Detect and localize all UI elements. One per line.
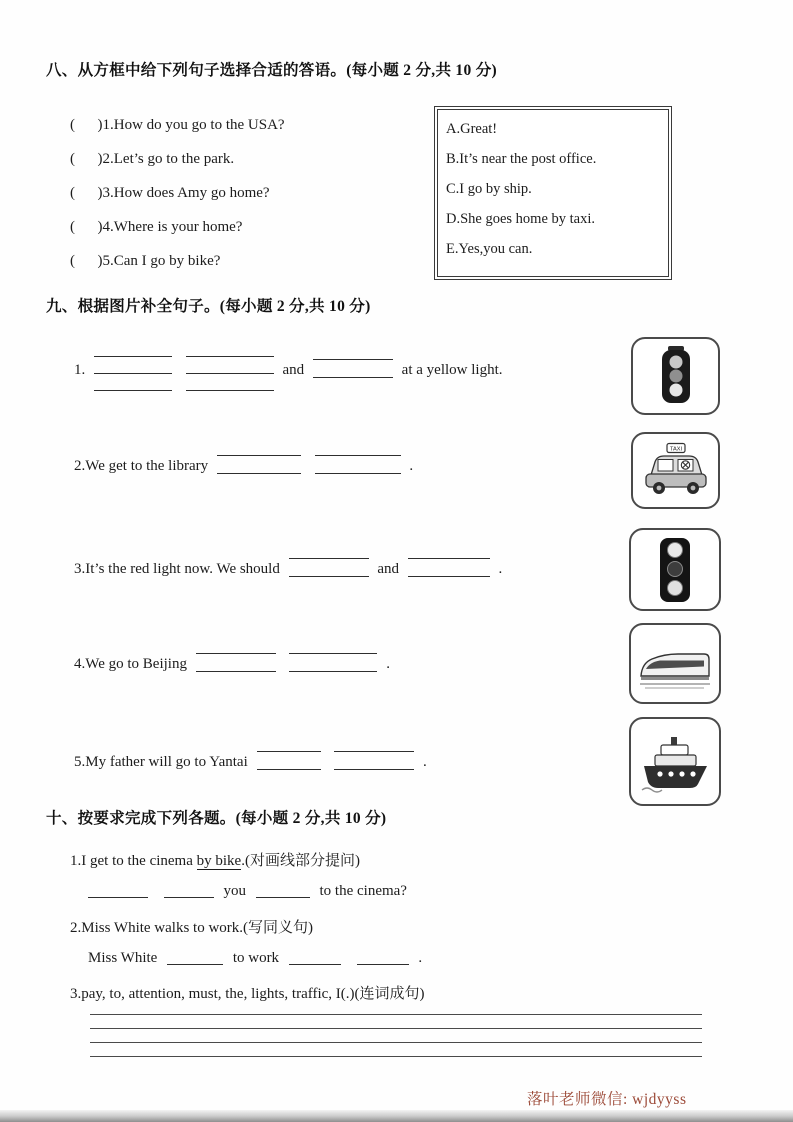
taxi-icon (641, 442, 711, 500)
writing-blank[interactable] (408, 558, 490, 577)
section-8-title: 八、从方框中给下列句子选择合适的答语。(每小题 2 分,共 10 分) (46, 62, 497, 79)
writing-blank[interactable] (186, 356, 274, 391)
q1-ans-word: you (223, 883, 246, 899)
red-light-icon (647, 536, 703, 604)
question-text: 5.Can I go by bike? (102, 252, 221, 269)
question-text: 4.Where is your home? (102, 218, 243, 235)
section-8-questions (70, 108, 285, 278)
item-post-text: . (498, 561, 503, 577)
answer-blank[interactable] (164, 882, 214, 898)
question-row (70, 142, 285, 176)
train-image (629, 623, 721, 704)
sentence-item-2 (74, 455, 413, 475)
writing-blank[interactable] (313, 359, 393, 378)
item-pre-text: 5.My father will go to Yantai (74, 754, 248, 770)
scan-edge-shadow (0, 1110, 793, 1122)
question-text: 2.Let’s go to the park. (102, 150, 235, 167)
answer-blank[interactable] (357, 949, 409, 965)
question-row (70, 244, 285, 278)
q3-answer-lines (90, 1001, 702, 1057)
question-text: 1.How do you go to the USA? (102, 116, 285, 133)
q2-ans-mid: to work (232, 950, 280, 966)
answer-bracket[interactable]: ( ) (70, 150, 103, 167)
answer-blank[interactable] (289, 949, 341, 965)
writing-blank[interactable] (289, 558, 369, 577)
writing-blank[interactable] (315, 455, 401, 474)
underlined-phrase: by bike (196, 853, 242, 869)
writing-blank[interactable] (334, 751, 414, 770)
sentence-item-4 (74, 653, 390, 673)
item-pre-text: 3.It’s the red light now. We should (74, 561, 280, 577)
item-pre-text: 1. (74, 362, 86, 378)
q3-text: 3.pay, to, attention, must, the, lights, traffic, I(.)(连词成句) (70, 986, 425, 1002)
item-mid-text: and (282, 362, 305, 378)
writing-blank[interactable] (257, 751, 321, 770)
train-icon (638, 638, 712, 690)
answer-option: C.I go by ship. (446, 181, 532, 197)
ship-icon (638, 731, 712, 793)
section-10-title: 十、按要求完成下列各题。(每小题 2 分,共 10 分) (46, 810, 387, 827)
taxi-image (631, 432, 720, 509)
q1-text (70, 849, 360, 870)
answer-line[interactable] (90, 1043, 702, 1057)
taxi-sign-text: TAXI (669, 446, 682, 453)
answer-line[interactable] (90, 1029, 702, 1043)
q1-answer-row (88, 882, 407, 900)
answer-bracket[interactable]: ( ) (70, 116, 103, 133)
q1-ans-tail: to the cinema? (319, 883, 407, 899)
writing-blank[interactable] (196, 653, 276, 672)
answer-option: E.Yes,you can. (446, 241, 533, 257)
sentence-item-1 (74, 356, 502, 391)
traffic-light-yellow-image (631, 337, 720, 415)
footer-watermark: 落叶老师微信: wjdyyss (527, 1091, 687, 1108)
item-pre-text: 4.We go to Beijing (74, 656, 187, 672)
writing-blank[interactable] (289, 653, 377, 672)
question-text: 3.How does Amy go home? (102, 184, 270, 201)
question-row (70, 108, 285, 142)
answer-bracket[interactable]: ( ) (70, 252, 103, 269)
item-post-text: . (423, 754, 427, 770)
traffic-light-red-image (629, 528, 721, 611)
section-9-title: 九、根据图片补全句子。(每小题 2 分,共 10 分) (46, 298, 371, 315)
writing-blank[interactable] (217, 455, 301, 474)
answer-options-box (434, 106, 672, 280)
answer-bracket[interactable]: ( ) (70, 184, 103, 201)
sentence-item-3 (74, 558, 502, 578)
answer-bracket[interactable]: ( ) (70, 218, 103, 235)
answer-blank[interactable] (167, 949, 223, 965)
item-post-text: . (386, 656, 390, 672)
question-row (70, 210, 285, 244)
q2-ans-end: . (418, 950, 423, 966)
answer-option: D.She goes home by taxi. (446, 211, 596, 227)
q2-ans-start: Miss White (88, 950, 158, 966)
question-row (70, 176, 285, 210)
q1-after: .(对画线部分提问) (241, 853, 360, 869)
answer-option: B.It’s near the post office. (446, 151, 597, 167)
answer-line[interactable] (90, 1001, 702, 1015)
item-post-text: at a yellow light. (401, 362, 503, 378)
answer-blank[interactable] (256, 882, 310, 898)
answer-line[interactable] (90, 1015, 702, 1029)
q2-answer-row (88, 949, 422, 967)
item-post-text: . (409, 458, 414, 474)
q2-text: 2.Miss White walks to work.(写同义句) (70, 920, 314, 936)
item-pre-text: 2.We get to the library (74, 458, 209, 474)
writing-blank[interactable] (94, 356, 172, 391)
answer-option: A.Great! (446, 121, 498, 137)
traffic-light-icon (651, 345, 701, 407)
sentence-item-5 (74, 751, 427, 771)
answer-blank[interactable] (88, 882, 148, 898)
item-mid-text: and (377, 561, 400, 577)
ship-image (629, 717, 721, 806)
q1-before: 1.I get to the cinema (70, 853, 193, 869)
